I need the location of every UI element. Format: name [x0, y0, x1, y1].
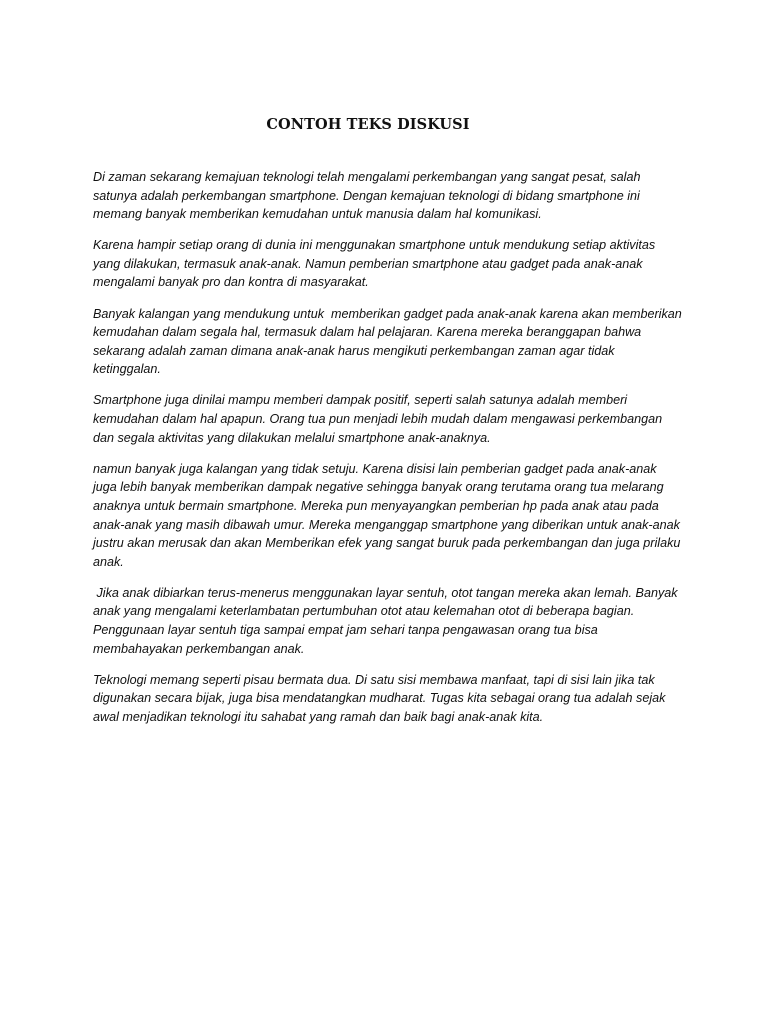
paragraph-7: Teknologi memang seperti pisau bermata dua. Di satu sisi membawa manfaat, tapi di sisi lain jika tak digunakan secara bijak, juga bisa mendatangkan mudharat. Tugas kita sebagai orang tua adalah sejak awal menjadikan teknologi itu sahabat yang ramah dan baik bagi anak-anak kita. — [93, 672, 669, 724]
paragraph-6: Jika anak dibiarkan terus-menerus menggunakan layar sentuh, otot tangan mereka akan lemah. Banyak anak yang mengalami keterlambatan pertumbuhan otot atau kelemahan otot di beberapa bagian. Penggunaan layar sentuh tiga sampai empat jam sehari tanpa pengawasan orang tua bisa membahayakan perkembangan anak. — [93, 585, 682, 656]
paragraph-5: namun banyak juga kalangan yang tidak setuju. Karena disisi lain pemberian gadget pada anak-anak juga lebih banyak memberikan dampak negative sehingga banyak orang terutama orang tua melarang anaknya untuk bermain smartphone. Mereka pun menyayangkan pemberian hp pada anak atau pada anak-anak yang masih dibawah umur. Mereka menganggap smartphone yang diberikan untuk anak-anak justru akan merusak dan akan Memberikan efek yang sangat buruk pada perkembangan dan juga prilaku anak. — [93, 461, 684, 569]
paragraph-4: Smartphone juga dinilai mampu memberi dampak positif, seperti salah satunya adalah memberi kemudahan dalam hal apapun. Orang tua pun menjadi lebih mudah dalam mengawasi perkembangan dan segala aktivitas yang dilakukan melalui smartphone anak-anaknya. — [93, 393, 666, 445]
document-body — [93, 168, 686, 739]
paragraph-1: Di zaman sekarang kemajuan teknologi telah mengalami perkembangan yang sangat pesat, salah satunya adalah perkembangan smartphone. Dengan kemajuan teknologi di bidang smartphone ini memang banyak memberikan kemudahan untuk manusia dalam hal komunikasi. — [93, 170, 644, 222]
document-title: CONTOH TEKS DISKUSI — [266, 116, 470, 133]
paragraph-2: Karena hampir setiap orang di dunia ini menggunakan smartphone untuk mendukung setiap aktivitas yang dilakukan, termasuk anak-anak. Namun pemberian smartphone atau gadget pada anak-anak mengalami banyak pro dan kontra di masyarakat. — [93, 238, 659, 290]
paragraph-3: Banyak kalangan yang mendukung untuk memberikan gadget pada anak-anak karena akan memberikan kemudahan dalam segala hal, termasuk dalam hal pelajaran. Karena mereka beranggapan bahwa sekarang adalah zaman dimana anak-anak harus mengikuti perkembangan zaman agar tidak ketinggalan. — [93, 306, 686, 377]
